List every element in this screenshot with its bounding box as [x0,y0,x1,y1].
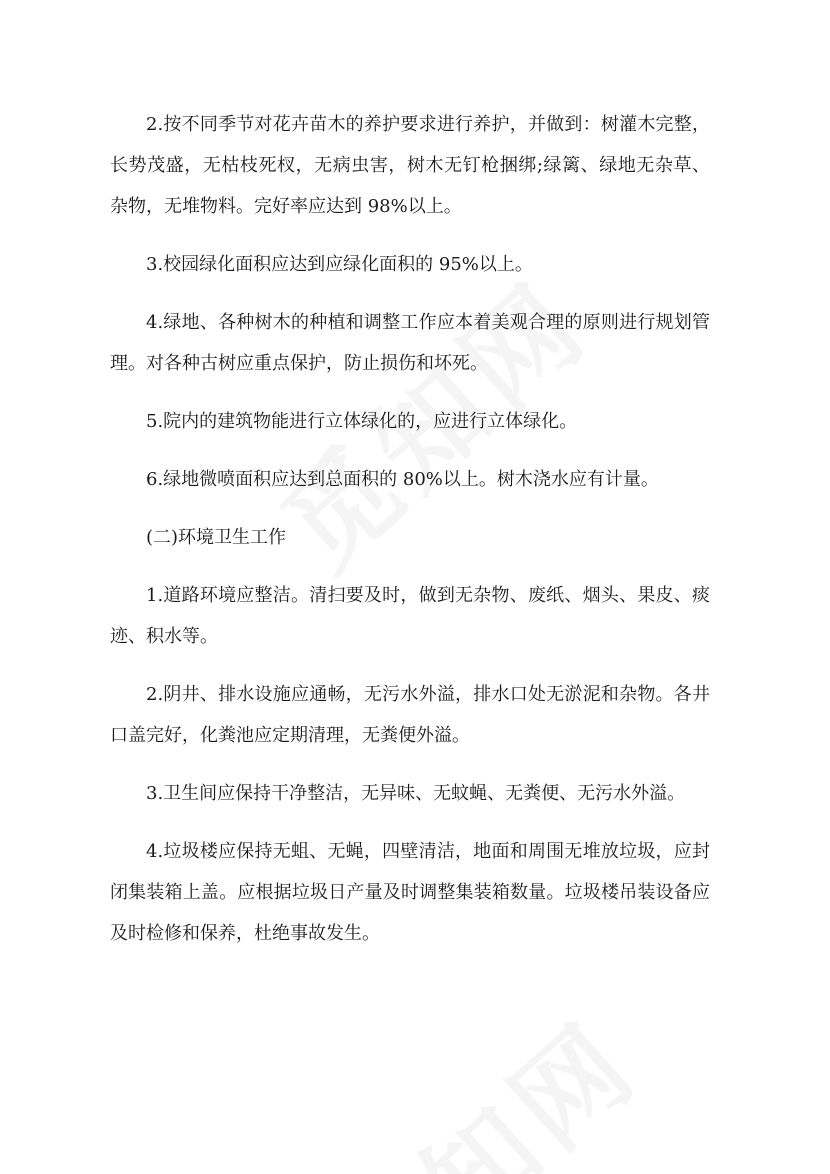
paragraph: 5.院内的建筑物能进行立体绿化的，应进行立体绿化。 [146,411,578,432]
paragraph: 2.阴井、排水设施应通畅，无污水外溢，排水口处无淤泥和杂物。各井口盖完好，化粪池应定期清理，无粪便外溢。 [110,684,710,746]
paragraph: 3.校园绿化面积应达到应绿化面积的 95%以上。 [146,254,533,275]
paragraph: 4.绿地、各种树木的种植和调整工作应本着美观合理的原则进行规划管理。对各种古树应重点保护，防止损伤和坏死。 [110,312,710,374]
section-heading: (二)环境卫生工作 [146,527,287,548]
document-body [110,104,710,954]
paragraph: 4.垃圾楼应保持无蛆、无蝇，四壁清洁，地面和周围无堆放垃圾，应封闭集装箱上盖。应根据垃圾日产量及时调整集装箱数量。垃圾楼吊装设备应及时检修和保养，杜绝事故发生。 [110,841,710,944]
paragraph: 3.卫生间应保持干净整洁，无异味、无蚊蝇、无粪便、无污水外溢。 [146,783,686,804]
watermark [293,980,666,1174]
paragraph: 2.按不同季节对花卉苗木的养护要求进行养护，并做到：树灌木完整，长势茂盛，无枯枝死杈，无病虫害，树木无钉枪捆绑;绿篱、绿地无杂草、杂物，无堆物料。完好率应达到 98%以上。 [110,114,710,217]
paragraph: 1.道路环境应整洁。清扫要及时，做到无杂物、废纸、烟头、果皮、痰迹、积水等。 [110,585,710,647]
paragraph: 6.绿地微喷面积应达到总面积的 80%以上。树木浇水应有计量。 [146,469,659,490]
